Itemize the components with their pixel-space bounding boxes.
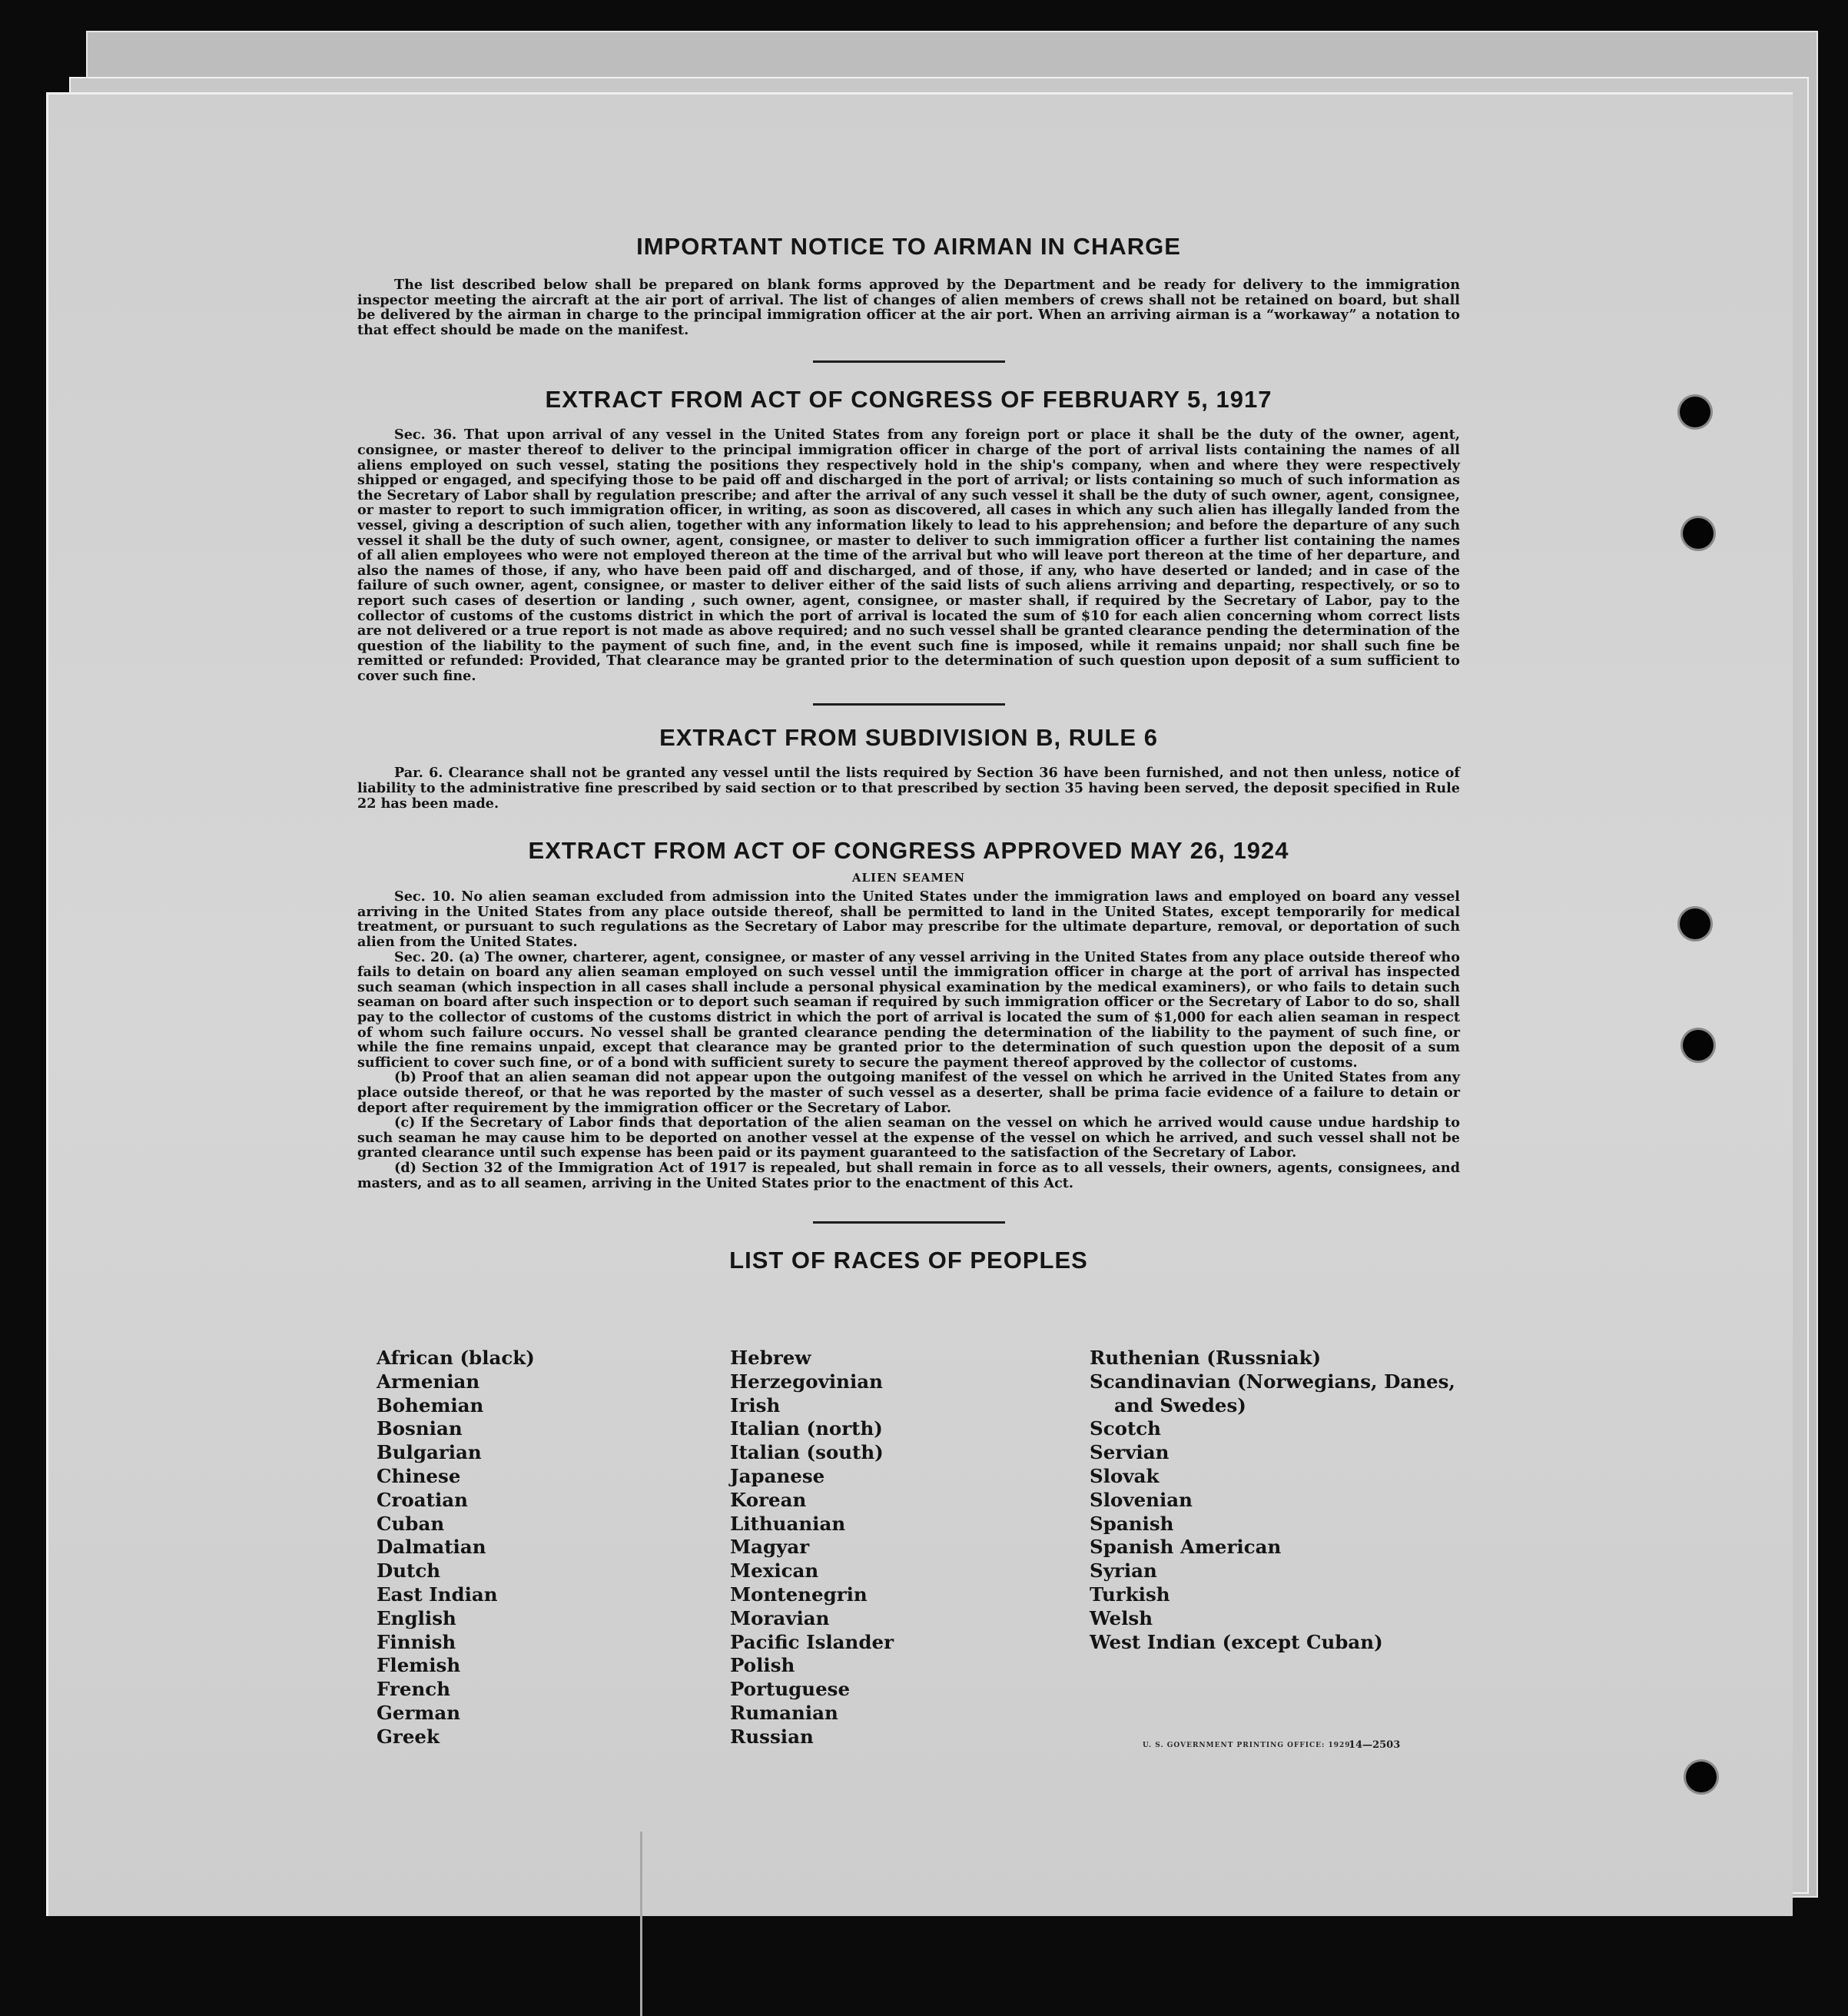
race-item: Turkish — [1090, 1583, 1170, 1606]
race-item: Polish — [730, 1654, 795, 1677]
form-number: 14—2503 — [1349, 1739, 1401, 1751]
act-1924-sec20d: (d) Section 32 of the Immigration Act of 1917 is repealed, but shall remain in force as to all vessels, their owners, agents, consignees, and masters, and as to all seamen, arriving in the United States prior to the enactment of this Act. — [357, 1159, 1460, 1191]
race-item: Dalmatian — [377, 1536, 486, 1559]
race-item: Herzegovinian — [730, 1370, 883, 1393]
act-1917-title: EXTRACT FROM ACT OF CONGRESS OF FEBRUARY 5, 1917 — [545, 386, 1272, 413]
race-item: Japanese — [730, 1464, 825, 1487]
race-item: Bosnian — [377, 1417, 463, 1440]
race-item: Croatian — [377, 1488, 468, 1511]
fold-line — [640, 1832, 642, 2016]
race-item: Montenegrin — [730, 1583, 868, 1606]
race-item: Armenian — [377, 1370, 480, 1393]
race-item: Bulgarian — [377, 1441, 482, 1464]
race-item: Spanish American — [1090, 1536, 1282, 1559]
race-item: Cuban — [377, 1512, 445, 1535]
race-item: Portuguese — [730, 1678, 851, 1701]
race-item: Italian (north) — [730, 1417, 883, 1440]
race-item: Dutch — [377, 1559, 441, 1583]
act-1924-sec20a: Sec. 20. (a) The owner, charterer, agent, consignee, or master of any vessel arriving in the United States from any place outside thereof who fails to detain on board any alien seaman employed on such vessel until the immigration officer in charge at the port of arrival has inspected such seaman (which inspection in all cases shall include a personal physical examination by the medical examiners), or who fails to detain such seaman on board after such inspection or to deport such seaman if required by such immigration officer or the Secretary of Labor to do so, shall pay to the collector of customs of the customs district in which the port of arrival is located the sum of $1,000 for each alien seaman in respect of whom such failure occurs. No vessel shall be granted clearance pending the determination of the liability to the payment of such fine, or while the fine remains unpaid, except that clearance may be granted prior to the determination of such question upon the deposit of a sum sufficient to cover such fine, or of a bond with sufficient surety to secure the payment thereof approved by the collector of customs. — [357, 948, 1460, 1071]
race-item: Slovenian — [1090, 1488, 1193, 1511]
races-column-3 — [1090, 1347, 1455, 1654]
race-item: Bohemian — [377, 1393, 484, 1417]
race-item: Syrian — [1090, 1559, 1157, 1583]
act-1924-title: EXTRACT FROM ACT OF CONGRESS APPROVED MAY 26, 1924 — [528, 837, 1289, 865]
race-item: Rumanian — [730, 1701, 838, 1724]
races-title: LIST OF RACES OF PEOPLES — [729, 1247, 1088, 1274]
rule6-title: EXTRACT FROM SUBDIVISION B, RULE 6 — [659, 724, 1158, 752]
race-item: East Indian — [377, 1583, 498, 1606]
notice-title: IMPORTANT NOTICE TO AIRMAN IN CHARGE — [636, 233, 1181, 260]
divider-rule — [813, 360, 1005, 363]
race-item: Moravian — [730, 1606, 830, 1629]
act-1924-sec20b: (b) Proof that an alien seaman did not appear upon the outgoing manifest of the vessel on which he arrived in the United States from any place outside thereof, or that he was reported by the master of such vessel as a deserter, shall be prima facie evidence of a failure to detain or deport after requirement by the immigration officer or the Secretary of Labor. — [357, 1069, 1460, 1116]
race-item: Lithuanian — [730, 1512, 846, 1535]
race-item: Ruthenian (Russniak) — [1090, 1347, 1322, 1369]
race-item: Spanish — [1090, 1512, 1174, 1535]
race-item: English — [377, 1606, 456, 1629]
race-item: French — [377, 1678, 451, 1701]
binder-hole — [1686, 1762, 1717, 1792]
race-item: Pacific Islander — [730, 1630, 894, 1653]
race-item: Scotch — [1090, 1417, 1161, 1440]
race-item: Russian — [730, 1725, 814, 1748]
document-text — [357, 227, 1460, 1274]
race-item: Irish — [730, 1393, 781, 1417]
race-item: Mexican — [730, 1559, 819, 1583]
race-item: Finnish — [377, 1630, 456, 1653]
races-column-2 — [730, 1347, 894, 1749]
rule6-text: Par. 6. Clearance shall not be granted any vessel until the lists required by Section 36 have been furnished, and not then unless, notice of liability to the administrative fine prescribed by said section or to that prescribed by section 35 having been served, the deposit specified in Rule 22 has been made. — [357, 765, 1460, 812]
race-item: Italian (south) — [730, 1441, 884, 1464]
race-item: Welsh — [1090, 1606, 1153, 1629]
race-item: German — [377, 1701, 461, 1724]
notice-text: The list described below shall be prepared on blank forms approved by the Department and be ready for delivery to the immigration inspector meeting the aircraft at the air port of arrival. The list of changes of alien members of crews shall not be retained on board, but shall be delivered by the airman in charge to the principal immigration officer at the air port. When an arriving airman is a “workaway” a notation to that effect should be made on the manifest. — [357, 277, 1460, 338]
race-item: Scandinavian (Norwegians, Danes, — [1090, 1370, 1455, 1393]
binder-hole — [1683, 1030, 1714, 1061]
binder-hole — [1683, 518, 1714, 549]
act-1917-text: Sec. 36. That upon arrival of any vessel in the United States from any foreign port or place it shall be the duty of the owner, agent, consignee, or master thereof to deliver to the principal immigration officer in charge of the port of arrival lists containing the names of all aliens employed on such vessel, stating the positions they respectively hold in the ship's company, when and where they were respectively shipped or engaged, and specifying those to be paid off and discharged in the port of arrival; or lists containing so much of such information as the Secretary of Labor shall by regulation prescribe; and after the arrival of any such vessel it shall be the duty of such owner, agent, consignee, or master to report to such immigration officer, in writing, as soon as discovered, all cases in which any such alien has illegally landed from the vessel, giving a description of such alien, together with any information likely to lead to his apprehension; and before the departure of any such vessel it shall be the duty of such owner, agent, consignee, or master to deliver to such immigration officer a further list containing the names of all alien employees who were not employed thereon at the time of the arrival but who will leave port thereon at the time of her departure, and also the names of those, if any, who have been paid off and discharged, and of those, if any, who have deserted or landed; and in case of the failure of such owner, agent, consignee, or master to deliver either of the said lists of such aliens arriving and departing, respectively, or so to report such cases of desertion or landing , such owner, agent, consignee, or master shall, if required by the Secretary of Labor, pay to the collector of customs of the customs district in which the port of arrival is located the sum of $10 for each alien concerning whom correct lists are not delivered or a true report is not made as above required; and no such vessel shall be granted clearance pending the determination of the question of the liability to the payment of such fine, and, in the event such fine is imposed, while it remains unpaid; nor shall such fine be remitted or refunded: Provided, That clearance may be granted prior to the determination of such question upon deposit of a sum sufficient to cover such fine. — [357, 427, 1460, 684]
act-1924-subtitle: ALIEN SEAMEN — [851, 871, 966, 885]
races-column-1 — [377, 1347, 535, 1749]
binder-hole — [1680, 908, 1710, 939]
divider-rule — [813, 703, 1005, 706]
race-item: West Indian (except Cuban) — [1090, 1630, 1383, 1653]
binder-hole — [1680, 397, 1710, 427]
race-item: Slovak — [1090, 1464, 1160, 1487]
race-item: Magyar — [730, 1536, 810, 1559]
race-item: Korean — [730, 1488, 807, 1511]
race-item: and Swedes) — [1114, 1393, 1246, 1417]
race-item: Servian — [1090, 1441, 1170, 1464]
act-1924-sec20c: (c) If the Secretary of Labor finds that deportation of the alien seaman on the vessel on which he arrived would cause undue hardship to such seaman he may cause him to be deported on another vessel at the expense of the vessel on which he arrived, and such vessel shall not be granted clearance until such expense has been paid or its payment guaranteed to the satisfaction of the Secretary of Labor. — [357, 1114, 1460, 1161]
race-item: Greek — [377, 1725, 440, 1748]
race-item: Hebrew — [730, 1347, 811, 1369]
race-item: Chinese — [377, 1464, 461, 1487]
printer-imprint: U. S. GOVERNMENT PRINTING OFFICE: 1929 — [1143, 1742, 1351, 1749]
race-item: Flemish — [377, 1654, 461, 1677]
divider-rule — [813, 1221, 1005, 1224]
act-1924-sec10: Sec. 10. No alien seaman excluded from admission into the United States under the immigration laws and employed on board any vessel arriving in the United States from any place outside thereof, shall be permitted to land in the United States, except temporarily for medical treatment, or pursuant to such regulations as the Secretary of Labor may prescribe for the ultimate departure, removal, or deportation of such alien from the United States. — [357, 888, 1460, 951]
race-item: African (black) — [377, 1347, 535, 1369]
